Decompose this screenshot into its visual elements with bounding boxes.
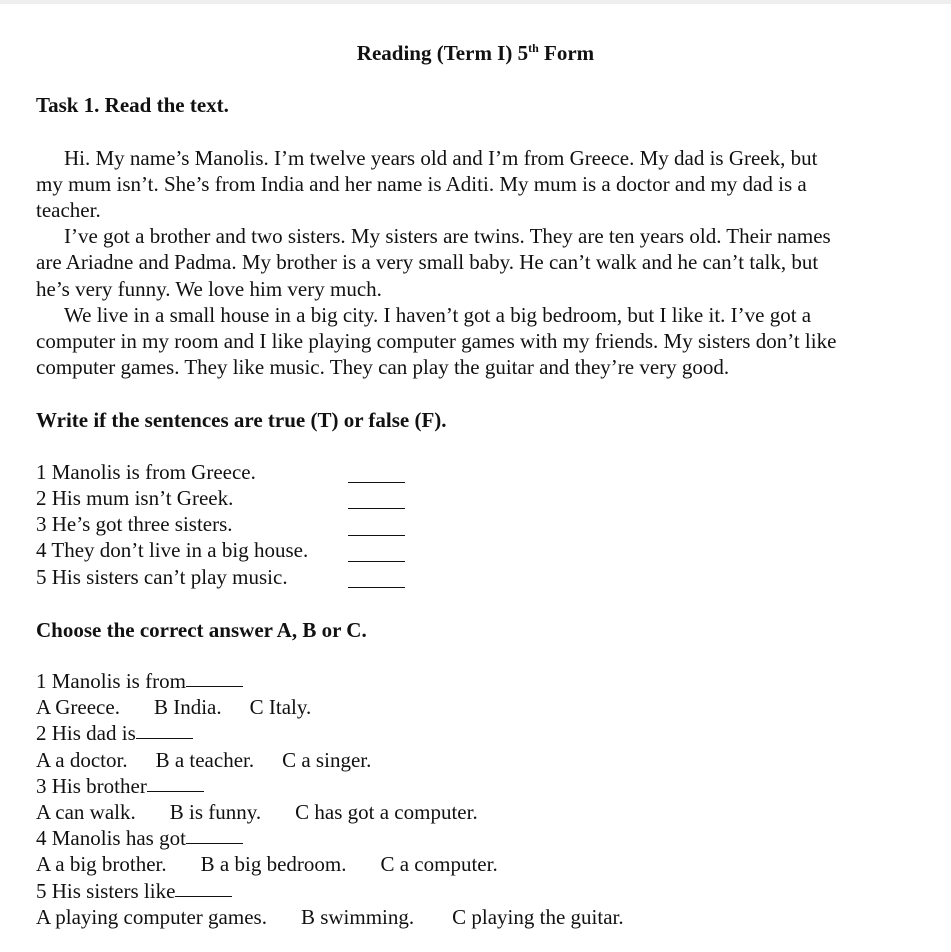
tf-item: 5 His sisters can’t play music. [36,565,288,589]
mc-options: A can walk. B is funny. C has got a computer. [36,800,478,824]
task1-heading: Task 1. Read the text. [36,93,229,117]
text-line: I’ve got a brother and two sisters. My sisters are twins. They are ten years old. Their names [64,224,831,248]
text-line: teacher. [36,198,101,222]
text-line: are Ariadne and Padma. My brother is a very small baby. He can’t walk and he can’t talk, but [36,250,819,274]
answer-blank[interactable] [348,482,405,483]
mc-heading: Choose the correct answer A, B or C. [36,618,367,642]
tf-item: 1 Manolis is from Greece. [36,460,256,484]
mc-question: 3 His brother [36,773,204,799]
answer-blank[interactable] [136,720,193,739]
tf-item: 4 They don’t live in a big house. [36,538,309,562]
answer-blank[interactable] [348,587,405,588]
answer-blank[interactable] [186,668,243,687]
text-line: he’s very funny. We love him very much. [36,277,382,301]
answer-blank[interactable] [348,561,405,562]
top-bar [0,0,951,4]
text-line: Hi. My name’s Manolis. I’m twelve years old and I’m from Greece. My dad is Greek, but [64,146,818,170]
mc-options: A playing computer games. B swimming. C playing the guitar. [36,905,624,929]
mc-question: 1 Manolis is from [36,668,243,694]
text-line: computer in my room and I like playing computer games with my friends. My sisters don’t like [36,329,837,353]
mc-options: A a big brother. B a big bedroom. C a computer. [36,852,498,876]
mc-question: 5 His sisters like [36,878,232,904]
answer-blank[interactable] [147,773,204,792]
tf-heading: Write if the sentences are true (T) or false (F). [36,408,447,432]
text-line: my mum isn’t. She’s from India and her name is Aditi. My mum is a doctor and my dad is a [36,172,807,196]
mc-options: A Greece. B India. C Italy. [36,695,312,719]
mc-question: 2 His dad is [36,720,193,746]
page-title: Reading (Term I) 5th Form [356,41,595,65]
text-line: We live in a small house in a big city. I haven’t got a big bedroom, but I like it. I’ve got a [64,303,812,327]
answer-blank[interactable] [175,878,232,897]
answer-blank[interactable] [348,508,405,509]
answer-blank[interactable] [186,825,243,844]
tf-item: 2 His mum isn’t Greek. [36,486,234,510]
tf-item: 3 He’s got three sisters. [36,512,233,536]
answer-blank[interactable] [348,535,405,536]
mc-question: 4 Manolis has got [36,825,243,851]
text-line: computer games. They like music. They can play the guitar and they’re very good. [36,355,730,379]
mc-options: A a doctor. B a teacher. C a singer. [36,748,372,772]
